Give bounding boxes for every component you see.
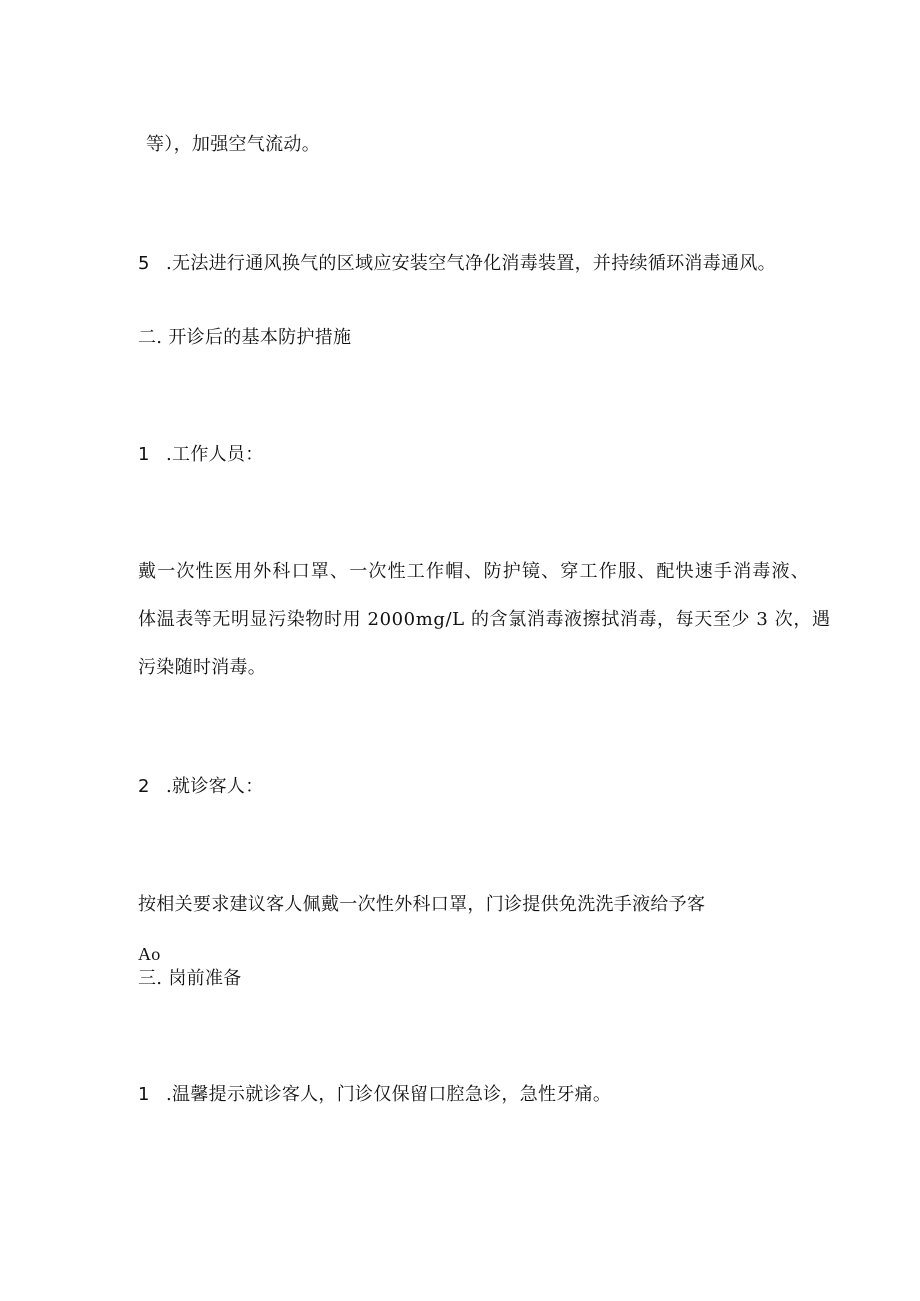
section-3-heading: 三. 岗前准备: [138, 968, 242, 989]
list-item-text: .温馨提示就诊客人，门诊仅保留口腔急诊，急性牙痛。: [166, 1084, 612, 1105]
list-item-staff: [138, 443, 264, 467]
continuation-line: 等），加强空气流动。: [146, 134, 320, 155]
list-item-patients: [138, 775, 264, 799]
list-item-5: [138, 252, 776, 276]
staff-paragraph-line-3: 污染随时消毒。: [138, 657, 267, 678]
list-item-number: 1: [138, 1084, 150, 1105]
list-item-number: 2: [138, 776, 150, 797]
patients-paragraph: 按相关要求建议客人佩戴一次性外科口罩，门诊提供免洗洗手液给予客: [138, 894, 706, 915]
patients-paragraph-tail: Ao: [138, 944, 161, 964]
list-item-number: 1: [138, 444, 150, 465]
staff-paragraph-line-1: 戴一次性医用外科口罩、一次性工作帽、防护镜、穿工作服、配快速手消毒液、: [138, 561, 810, 582]
list-item-text: .无法进行通风换气的区域应安装空气净化消毒装置，并持续循环消毒通风。: [166, 253, 776, 274]
list-item-notice: [138, 1083, 611, 1107]
section-2-heading: 二. 开诊后的基本防护措施: [138, 327, 352, 348]
staff-paragraph-line-2: 体温表等无明显污染物时用 2000mg/L 的含氯消毒液擦拭消毒，每天至少 3 次，遇: [138, 609, 831, 630]
list-item-number: 5: [138, 253, 150, 274]
list-item-text: .就诊客人：: [166, 776, 264, 797]
list-item-text: .工作人员：: [166, 444, 264, 465]
